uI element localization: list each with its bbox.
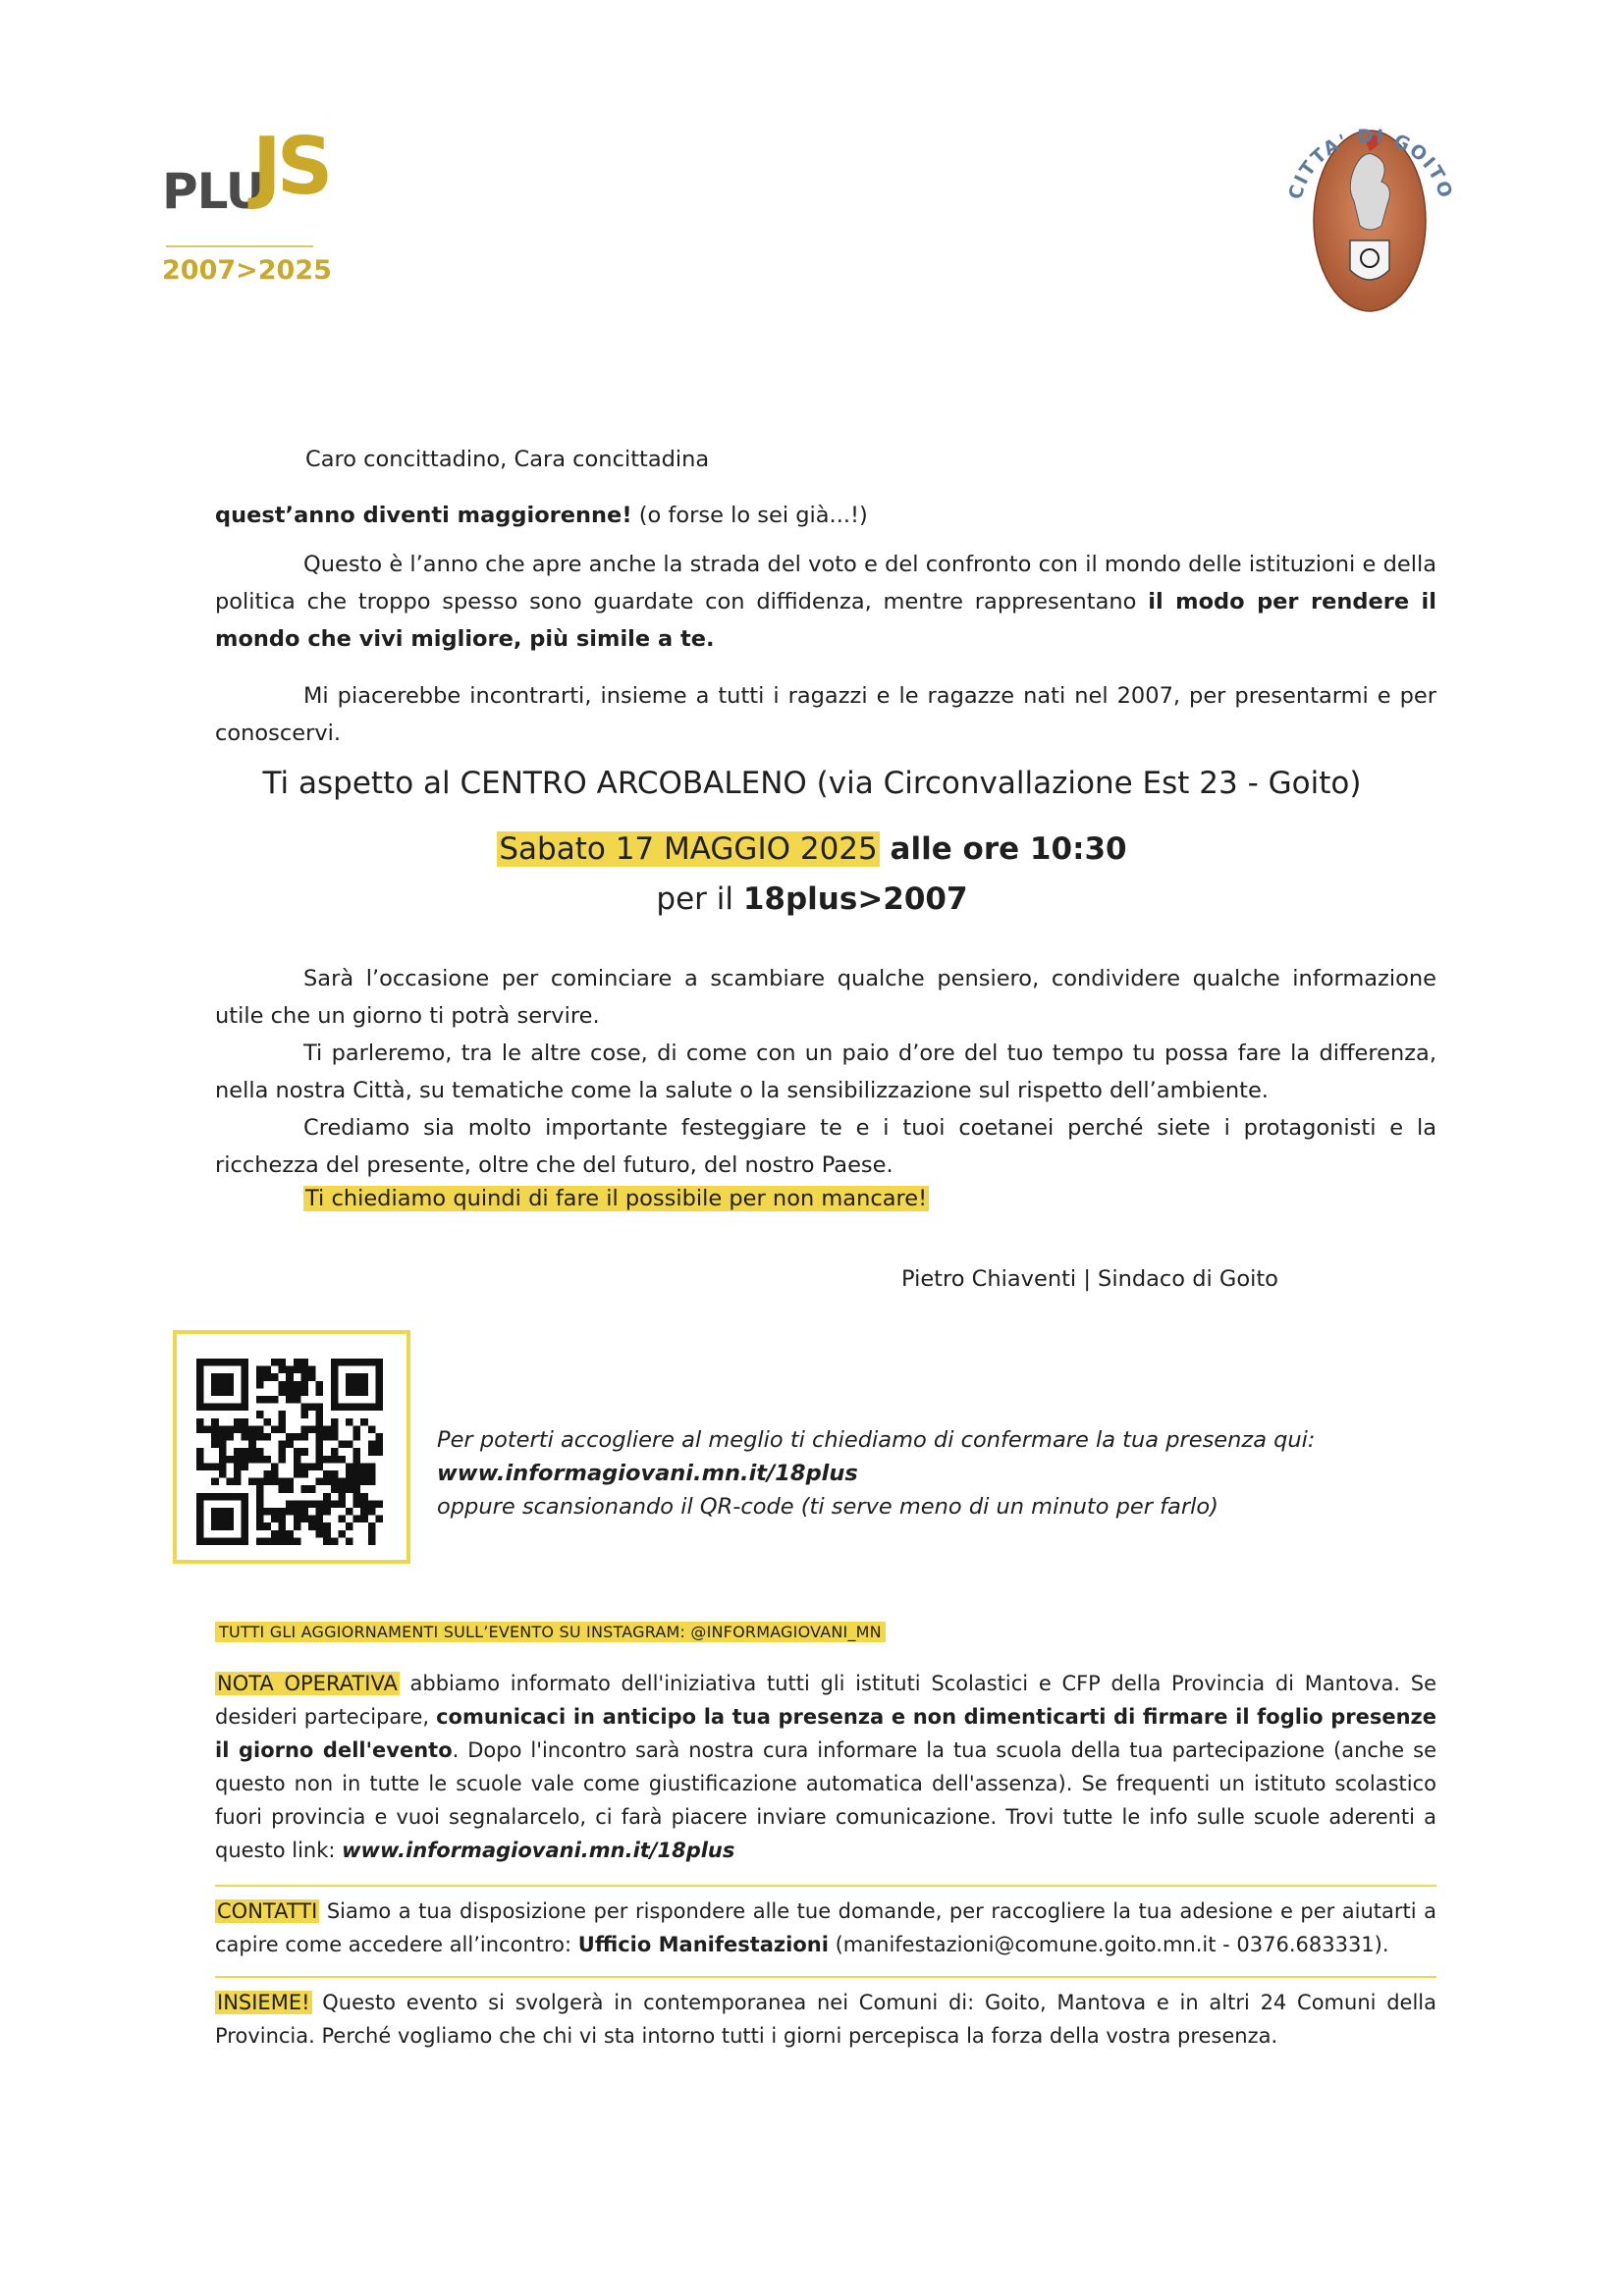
plus-logo-js: JS — [252, 121, 329, 212]
together-text: Questo evento si svolgerà in contemporanea nei Comuni di: Goito, Mantova e in altri 24 Comuni della Provincia. Perché vogliamo che chi vi sta intorno tutti i giorni percepisca la forza della vostra presenza. — [215, 1991, 1436, 2048]
plus-logo-rule — [166, 245, 313, 247]
request-line — [303, 1186, 929, 1211]
qr-code[interactable] — [196, 1359, 383, 1545]
signature: Pietro Chiaventi | Sindaco di Goito — [901, 1266, 1278, 1292]
event-time: alle ore 10:30 — [879, 831, 1127, 867]
paragraph-occasion: Sarà l’occasione per cominciare a scambiare qualche pensiero, condividere qualche informazione utile che un giorno ti potrà servire. — [215, 966, 1436, 1029]
maggiorenne-line — [215, 503, 868, 528]
paragraph-vote-bold: il modo per rendere il mondo che vivi migliore, più simile a te. — [215, 589, 1436, 652]
venue-address: (via Circonvallazione Est 23 - Goito) — [806, 766, 1362, 801]
paragraph-vote-text: Questo è l’anno che apre anche la strada del voto e del confronto con il mondo delle istituzioni e della politica che troppo spesso sono guardate con diffidenza, mentre rappresentano — [215, 552, 1436, 614]
divider-contatti — [215, 1885, 1436, 1887]
contacts-text-1: Siamo a tua disposizione per rispondere alle tue domande, per raccogliere la tua adesione e per aiutarti a capire come accedere all’incontro: — [215, 1899, 1436, 1956]
plus-logo-plu: PLU — [162, 163, 265, 220]
operational-note-bold: comunicaci in anticipo la tua presenza e non dimenticarti di firmare il foglio presenze il giorno dell'evento — [215, 1705, 1436, 1762]
greeting: Caro concittadino, Cara concittadina — [305, 447, 710, 472]
seal-text: CITTA' DI GOITO — [1284, 125, 1457, 202]
maggiorenne-bold: quest’anno diventi maggiorenne! — [215, 503, 632, 528]
qr-code-frame — [173, 1330, 410, 1564]
plus-logo — [162, 121, 349, 297]
city-of-goito-seal — [1272, 108, 1468, 324]
event-date: Sabato 17 MAGGIO 2025 — [499, 831, 878, 867]
registration-link[interactable]: www.informagiovani.mn.it/18plus — [437, 1461, 858, 1486]
request-highlight: Ti chiediamo quindi di fare il possibile per non mancare! — [305, 1186, 928, 1211]
together-label: INSIEME! — [217, 1991, 310, 2014]
event-date-line — [0, 831, 1624, 867]
operational-note-link[interactable]: www.informagiovani.mn.it/18plus — [342, 1839, 735, 1862]
contacts-note — [215, 1895, 1436, 1961]
operational-note-text-2: . Dopo l'incontro sarà nostra cura informare la tua scuola della tua partecipazione (anche se questo non in tutte le scuole vale come giustificazione automatica dell'assenza). Se frequenti un istituto scolastico fuori provincia e vuoi segnalarcelo, ci farà piacere inviare comunicazione. Trovi tutte le info sulle scuole aderenti a questo link: — [215, 1738, 1436, 1862]
registration-line-1: Per poterti accogliere al meglio ti chiediamo di confermare la tua presenza qui: — [437, 1427, 1316, 1453]
paragraph-celebrate: Crediamo sia molto importante festeggiare te e i tuoi coetanei perché siete i protagonisti e la ricchezza del presente, oltre che del futuro, del nostro Paese. — [215, 1115, 1436, 1178]
operational-note-label: NOTA OPERATIVA — [217, 1672, 398, 1695]
divider-insieme — [215, 1976, 1436, 1978]
contacts-label: CONTATTI — [217, 1899, 318, 1923]
instagram-updates: TUTTI GLI AGGIORNAMENTI SULL’EVENTO SU INSTAGRAM: @INFORMAGIOVANI_MN — [215, 1622, 886, 1642]
paragraph-meet: Mi piacerebbe incontrarti, insieme a tutti i ragazzi e le ragazze nati nel 2007, per presentarmi e per conoscervi. — [215, 683, 1436, 746]
operational-note — [215, 1667, 1436, 1867]
event-name-line — [0, 881, 1624, 917]
operational-note-text-1: abbiamo informato dell'iniziativa tutti gli istituti Scolastici e CFP della Provincia di Mantova. Se desideri partecipare, — [215, 1672, 1436, 1729]
plus-logo-years: 2007>2025 — [162, 255, 332, 286]
contacts-text-2: (manifestazioni@comune.goito.mn.it - 0376.683331). — [828, 1933, 1389, 1956]
event-name: 18plus>2007 — [742, 881, 968, 917]
contacts-office: Ufficio Manifestazioni — [577, 1933, 829, 1956]
together-note — [215, 1986, 1436, 2053]
paragraph-topics: Ti parleremo, tra le altre cose, di come con un paio d’ore del tuo tempo tu possa fare la differenza, nella nostra Città, su tematiche come la salute o la sensibilizzazione sul rispetto dell’ambiente. — [215, 1041, 1436, 1103]
registration-line-3: oppure scansionando il QR-code (ti serve meno di un minuto per farlo) — [437, 1494, 1218, 1520]
registration-text — [437, 1423, 1316, 1523]
event-name-prefix: per il — [656, 881, 743, 917]
maggiorenne-rest: (o forse lo sei già...!) — [631, 503, 868, 528]
venue-line — [0, 766, 1624, 801]
venue-name: Ti aspetto al CENTRO ARCOBALENO — [262, 766, 807, 801]
paragraph-vote — [215, 546, 1436, 658]
